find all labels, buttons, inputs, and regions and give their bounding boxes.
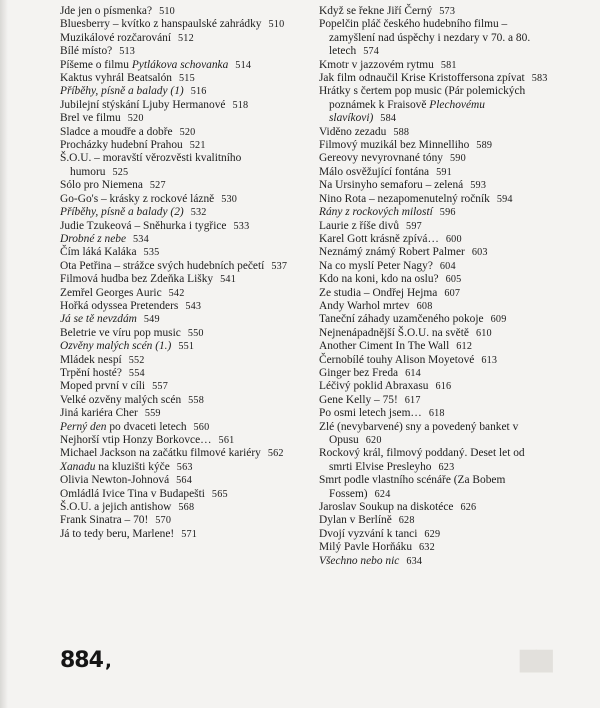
toc-entry-title: Dvojí vyzvání k tanci (319, 527, 418, 540)
toc-entry-title: Všechno nebo nic (319, 554, 400, 567)
toc-entry (60, 367, 292, 380)
toc-entry-title: Go-Go's – krásky z rockové lázně (60, 192, 215, 205)
toc-entry-title: Černobílé touhy Alison Moyetové (319, 353, 475, 366)
toc-entry-title: Jde jen o písmenka? (60, 5, 153, 17)
toc-entry-page: 535 (143, 247, 160, 259)
toc-entry-page: 614 (405, 367, 421, 379)
toc-entry-page: 568 (178, 502, 195, 514)
page-number-digits: 884 (60, 648, 103, 673)
toc-entry-title: Neznámý známý Robert Palmer (319, 246, 465, 259)
toc-entry-title: Frank Sinatra – 70! (60, 514, 149, 527)
toc-entry (60, 72, 292, 85)
toc-entry-page: 618 (428, 408, 445, 420)
toc-entry-title: Dylan v Berlíně (319, 514, 392, 527)
toc-entry-title: Š.O.U. a jejich antishow (60, 501, 172, 514)
toc-entry-page: 520 (127, 113, 144, 125)
toc-entry-page: 612 (456, 341, 473, 353)
toc-entry (319, 139, 549, 152)
toc-entry-page: 515 (178, 73, 195, 85)
toc-entry (319, 166, 549, 179)
toc-entry-page: 589 (476, 140, 493, 152)
toc-entry (60, 340, 292, 353)
toc-entry-title: Xanadu (60, 460, 96, 473)
toc-entry (319, 447, 549, 474)
toc-entry (60, 528, 292, 541)
toc-entry (319, 474, 549, 501)
toc-entry-page: 560 (193, 421, 210, 433)
toc-entry-page: 591 (436, 166, 452, 178)
toc-entry (319, 260, 549, 273)
toc-entry-title: Bílé místo? (60, 45, 113, 58)
toc-entry-title: Š.O.U. – moravští věrozvěsti kvalitního humoru (60, 152, 242, 178)
toc-entry-title: Léčivý poklid Abraxasu (319, 380, 429, 393)
toc-entry-page: 562 (267, 448, 284, 460)
toc-entry-title: Zemřel Georges Auric (60, 286, 162, 299)
toc-entry-title: Málo osvěžující fontána (319, 165, 430, 178)
toc-entry-title: Popelčin pláč českého hudebního filmu – zamyšlení nad úspěchy i nezdary v 70. a 80. letech (319, 18, 531, 58)
show-through-text: ▇▇ (520, 648, 552, 673)
toc-entry (319, 327, 549, 340)
toc-entry-page: 543 (185, 300, 202, 312)
toc-entry-page: 563 (176, 461, 193, 473)
toc-entry (60, 421, 292, 434)
toc-entry-title: Hořká odyssea Pretenders (60, 299, 179, 312)
toc-entry (319, 340, 549, 353)
toc-entry-page: 518 (232, 99, 249, 111)
toc-entry (319, 394, 549, 407)
toc-entry-page: 565 (211, 488, 228, 500)
toc-entry-title: Trpění hosté? (60, 366, 122, 379)
toc-entry-title: Na Ursinyho semaforu – zelená (319, 179, 464, 192)
toc-entry-page: 550 (187, 327, 204, 339)
toc-entry (319, 179, 549, 192)
toc-entry (319, 152, 549, 165)
toc-entry (60, 447, 292, 460)
toc-entry-title-italic: Pytlákova schovanka (131, 58, 229, 71)
toc-entry-page: 597 (406, 220, 422, 232)
toc-entry-page: 629 (424, 528, 441, 540)
toc-entry-title: Drobné z nebe (60, 232, 127, 245)
toc-entry-title: Karel Gott krásně zpívá… (319, 232, 439, 245)
toc-entry-page: 530 (221, 193, 238, 205)
toc-entry-title: Gene Kelly – 75! (319, 393, 398, 406)
toc-entry-title: Michael Jackson na začátku filmové kariéry (60, 447, 261, 460)
toc-entry-title: Kdo na koni, kdo na oslu? (319, 273, 439, 286)
toc-entry (319, 233, 549, 246)
toc-entry-title: Gereovy nevyrovnané tóny (319, 152, 443, 165)
toc-entry-page: 557 (152, 381, 168, 393)
toc-entry-page: 551 (178, 341, 195, 353)
toc-entry-page: 512 (178, 32, 194, 44)
toc-entry-title: Olivia Newton-Johnová (60, 474, 170, 487)
toc-entry-page: 605 (445, 274, 462, 286)
toc-entry-title-italic: Plechovému slavíkovi) (329, 98, 485, 125)
toc-entry-title-rest: na kluzišti kýče (95, 460, 170, 473)
toc-entry-page: 541 (220, 274, 236, 286)
toc-entry (60, 313, 292, 326)
toc-entry (60, 300, 292, 313)
toc-entry-title: Jaroslav Soukup na diskotéce (319, 501, 454, 514)
toc-entry (319, 220, 549, 233)
toc-entry (319, 555, 549, 568)
toc-entry (60, 514, 292, 527)
toc-entry-page: 510 (268, 19, 285, 31)
toc-entry (60, 193, 292, 206)
toc-entry-page: 537 (271, 260, 288, 272)
toc-entry (319, 5, 549, 18)
toc-entry-title: Laurie z říše divů (319, 219, 400, 232)
toc-entry-title: Na co myslí Peter Nagy? (319, 259, 433, 272)
toc-entry (319, 126, 549, 139)
toc-entry-title: Bluesberry – kvítko z hanspaulské zahrádky (60, 18, 262, 31)
toc-entry (319, 18, 549, 58)
toc-entry-page: 620 (365, 435, 382, 446)
toc-entry-title: Ginger bez Freda (319, 366, 399, 379)
toc-entry (319, 85, 549, 125)
toc-entry-page: 521 (189, 140, 206, 152)
toc-entry-title: Viděno zezadu (319, 125, 387, 138)
toc-entry-page: 520 (179, 126, 196, 138)
toc-entry (60, 206, 292, 219)
toc-entry-title: Muzikálové rozčarování (60, 31, 172, 44)
toc-entry-page: 532 (190, 207, 207, 219)
toc-entry-title: Rockový král, filmový poddaný. Deset let od smrti Elvise Presleyho (319, 447, 525, 473)
toc-entry (60, 5, 292, 18)
toc-entry-title: Nino Rota – nezapomenutelný ročník (319, 192, 490, 205)
toc-entry-page: 623 (438, 461, 455, 473)
toc-entry-title: Velké ozvěny malých scén (60, 393, 182, 406)
toc-entry-page: 588 (393, 126, 410, 138)
toc-entry-title: Sólo pro Niemena (60, 179, 143, 192)
toc-entry-title: Omládlá Ivice Tina v Budapešti (60, 487, 205, 500)
toc-entry-title: Já se tě nevzdám (60, 313, 137, 326)
toc-entry-title: Nejhorší vtip Honzy Borkovce… (60, 434, 212, 446)
toc-entry-page: 514 (235, 59, 252, 71)
toc-entry-page: 594 (496, 193, 513, 205)
toc-entry-title: Milý Pavle Horňáku (319, 541, 413, 554)
toc-entry-title: Filmová hudba bez Zdeňka Lišky (60, 273, 214, 286)
toc-entry-page: 549 (143, 314, 160, 326)
toc-entry (60, 220, 292, 233)
toc-entry (60, 126, 292, 139)
toc-entry (319, 59, 549, 72)
toc-entry-page: 626 (460, 502, 477, 514)
toc-entry (60, 260, 292, 273)
toc-entry (60, 45, 292, 58)
toc-entry (319, 528, 549, 541)
toc-entry-page: 581 (440, 59, 457, 71)
toc-entry-page: 525 (112, 166, 129, 178)
toc-entry (60, 59, 292, 72)
toc-entry-page: 558 (188, 394, 205, 406)
toc-entry-title: Judie Tzukeová – Sněhurka i tygřice (60, 219, 227, 232)
toc-entry-title: Beletrie ve víru pop music (60, 326, 181, 339)
toc-entry-title: Hrátky s čertem pop music (Pár polemických poznámek k Fraisově (319, 85, 526, 111)
toc-entry (60, 488, 292, 501)
toc-entry (60, 434, 292, 447)
toc-entry-title: Když se řekne Jiří Černý (319, 5, 433, 17)
toc-entry (60, 287, 292, 300)
toc-entry (319, 514, 549, 527)
toc-entry-title: Mládek nespí (60, 353, 122, 366)
toc-entry-page: 634 (406, 555, 423, 567)
toc-entry (60, 32, 292, 45)
toc-entry-page: 617 (404, 394, 421, 406)
toc-entry-title: Rány z rockových milostí (319, 206, 433, 219)
toc-entry-page: 533 (233, 220, 250, 232)
toc-entry (60, 85, 292, 98)
toc-entry (60, 461, 292, 474)
toc-entry-page: 573 (439, 6, 456, 17)
toc-entry-page: 554 (128, 367, 145, 379)
toc-entry-page: 624 (374, 488, 391, 500)
toc-entry (319, 273, 549, 286)
toc-entry-page: 559 (144, 408, 161, 420)
toc-entry-title: Píšeme o filmu (60, 58, 132, 71)
toc-entry (319, 246, 549, 259)
toc-entry-title: Já to tedy beru, Marlene! (60, 527, 175, 540)
toc-entry-page: 534 (133, 233, 149, 245)
toc-entry-page: 570 (155, 515, 172, 527)
toc-entry-title: Po osmi letech jsem… (319, 407, 422, 420)
page-number-mark: , (104, 651, 111, 672)
toc-left-column (60, 5, 292, 541)
toc-entry-page: 527 (149, 180, 166, 192)
toc-entry-page: 552 (128, 354, 145, 366)
toc-entry (319, 501, 549, 514)
toc-entry-title-rest: po dvaceti letech (106, 420, 187, 433)
toc-entry (60, 18, 292, 31)
toc-entry (60, 152, 292, 179)
toc-entry (319, 72, 549, 85)
toc-entry (60, 273, 292, 286)
toc-entry-page: 628 (398, 515, 415, 527)
toc-entry-page: 561 (218, 435, 235, 446)
toc-entry (319, 407, 549, 420)
toc-entry-page: 571 (181, 528, 198, 540)
toc-entry-title: Another Ciment In The Wall (319, 340, 450, 353)
toc-entry-title: Jubilejní stýskání Ljuby Hermanové (60, 98, 226, 111)
toc-entry (319, 354, 549, 367)
toc-entry-page: 603 (471, 247, 488, 259)
toc-entry-page: 632 (419, 542, 435, 554)
toc-entry (319, 541, 549, 554)
toc-entry-page: 604 (439, 260, 456, 272)
toc-entry-title: Čím láká Kaláka (60, 246, 137, 259)
toc-entry-page: 600 (445, 233, 462, 245)
toc-entry-page: 607 (444, 287, 461, 299)
toc-entry-page: 610 (475, 327, 492, 339)
toc-entry-page: 513 (119, 46, 136, 58)
toc-entry-page: 584 (380, 113, 397, 125)
toc-entry-title: Procházky hudební Prahou (60, 139, 183, 152)
toc-entry (60, 474, 292, 487)
toc-entry (60, 179, 292, 192)
toc-entry-title: Moped první v cíli (60, 380, 146, 393)
toc-entry (60, 380, 292, 393)
toc-entry-page: 564 (176, 475, 193, 487)
toc-entry (60, 139, 292, 152)
toc-entry-title: Ota Petřina – strážce svých hudebních pečetí (60, 259, 265, 272)
toc-entry-title: Andy Warhol mrtev (319, 299, 410, 312)
toc-entry-page: 583 (531, 73, 548, 85)
toc-entry (319, 193, 549, 206)
toc-entry-title: Kaktus vyhrál Beatsalón (60, 72, 172, 85)
toc-entry-page: 609 (490, 314, 507, 326)
toc-entry (319, 287, 549, 300)
toc-entry (60, 112, 292, 125)
toc-entry-page: 590 (450, 153, 466, 165)
toc-entry (60, 394, 292, 407)
toc-entry-title: Ze studia – Ondřej Hejma (319, 286, 438, 299)
toc-entry (60, 327, 292, 340)
toc-entry-title: Nejnenápadnější Š.O.U. na světě (319, 326, 469, 339)
toc-entry-title: Perný den (60, 420, 107, 433)
toc-entry (319, 367, 549, 380)
toc-entry-title: Ozvěny malých scén (1.) (60, 340, 172, 353)
toc-entry-page: 542 (168, 287, 185, 299)
toc-entry (319, 421, 549, 448)
page-number (60, 648, 111, 673)
toc-entry (319, 313, 549, 326)
toc-entry-page: 516 (190, 86, 207, 98)
toc-entry-title: Jak film odnaučil Krise Kristoffersona zpívat (319, 72, 525, 85)
toc-entry-page: 574 (363, 46, 380, 58)
page-gutter-shadow (0, 0, 8, 708)
toc-entry (60, 354, 292, 367)
toc-entry-page: 608 (416, 300, 433, 312)
toc-entry-title: Příběhy, písně a balady (2) (60, 206, 184, 219)
toc-right-column (319, 5, 549, 568)
toc-entry-page: 596 (439, 207, 456, 219)
toc-entry-page: 510 (159, 6, 175, 17)
toc-entry-title: Filmový muzikál bez Minnelliho (319, 139, 470, 152)
toc-entry-title: Brel ve filmu (60, 112, 121, 125)
toc-entry (60, 407, 292, 420)
toc-entry-title: Zlé (nevybarvené) sny a povedený banket v Opusu (319, 420, 519, 446)
toc-entry (319, 300, 549, 313)
toc-entry-title: Sladce a moudře a dobře (60, 125, 173, 138)
toc-entry-title: Kmotr v jazzovém rytmu (319, 58, 434, 71)
toc-entry (319, 380, 549, 393)
toc-entry (319, 206, 549, 219)
toc-entry-page: 616 (435, 381, 452, 393)
toc-entry-title: Příběhy, písně a balady (1) (60, 85, 184, 98)
toc-entry (60, 99, 292, 112)
toc-entry-page: 613 (481, 354, 498, 366)
toc-entry (60, 246, 292, 259)
toc-entry-page: 593 (470, 180, 487, 192)
toc-entry-title: Taneční záhady uzamčeného pokoje (319, 313, 484, 326)
toc-entry-title: Jiná kariéra Cher (60, 407, 138, 420)
toc-entry (60, 501, 292, 514)
toc-entry (60, 233, 292, 246)
toc-entry-title: Smrt podle vlastního scénáře (Za Bobem Fossem) (319, 474, 506, 500)
